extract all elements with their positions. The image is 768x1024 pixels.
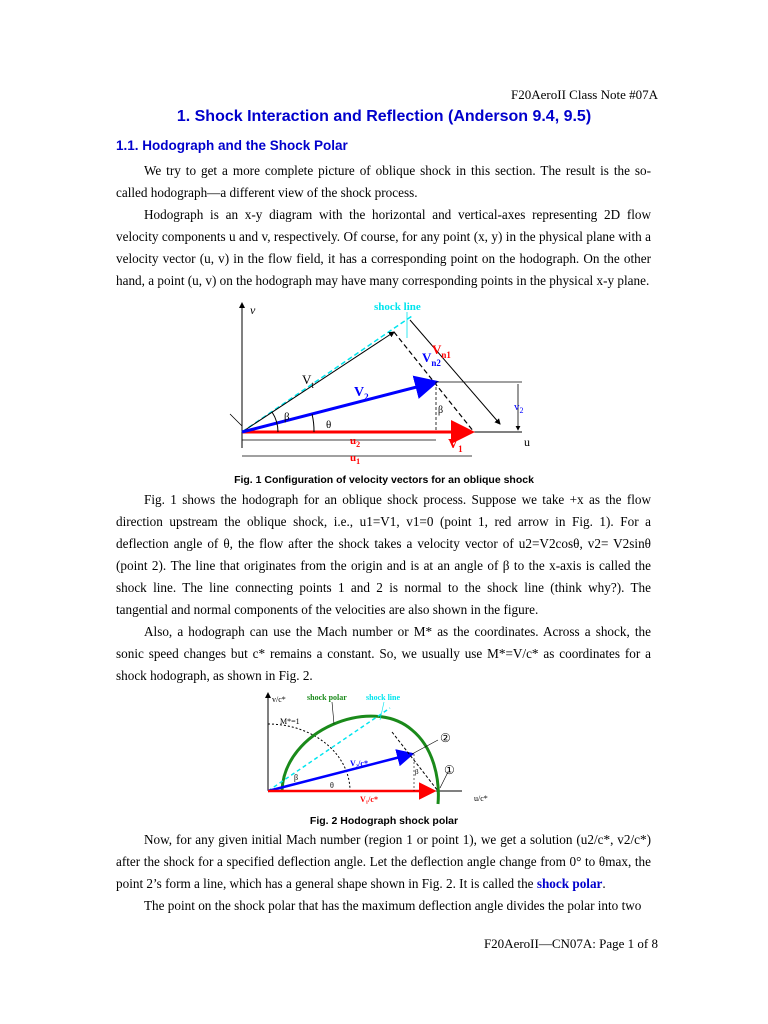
paragraph-1: We try to get a more complete picture of oblique shock in this section. The result is the so-called hodograph—a different view of the shock process.	[116, 163, 651, 200]
fig2-beta2-label: β	[415, 768, 419, 776]
shock-polar-label: shock polar	[307, 693, 347, 702]
paragraph-5: Now, for any given initial Mach number (region 1 or point 1), we get a solution (u2/c*, v2/c*) after the shock for a specified deflection angle. Let the deflection angle change from 0° to θmax, the point 2’s form a line, which has a general shape shown in Fig. 2. It is called the shock polar.	[116, 832, 651, 891]
uc-label: u/c*	[474, 794, 488, 803]
v1c-label: V₁/c*	[360, 795, 378, 804]
shock-line	[242, 316, 412, 432]
subsection-title: 1.1. Hodograph and the Shock Polar	[116, 138, 348, 153]
beta2-label: β	[438, 405, 444, 416]
v2c-label: V₂/c*	[350, 759, 368, 768]
u2-label: $u_2$	[350, 435, 361, 449]
u1-label: $u_1$	[350, 452, 361, 466]
fig2-shock-line-label: shock line	[366, 693, 401, 702]
v2-label: $V_2$	[354, 385, 369, 402]
theta-arc	[312, 414, 314, 432]
v2y-label: $v_2$	[514, 401, 524, 415]
page-header: F20AeroII Class Note #07A	[511, 87, 658, 102]
point-1-marker: ①	[444, 763, 455, 777]
mstar-label: M*=1	[280, 717, 300, 726]
figure-1-hodograph	[222, 298, 542, 468]
theta-label: θ	[326, 419, 332, 431]
vn1-label: $V_{n1}$	[432, 342, 451, 360]
page-footer: F20AeroII—CN07A: Page 1 of 8	[483, 936, 658, 951]
u-axis-label: u	[524, 435, 530, 449]
v2-vector	[242, 382, 436, 432]
paragraph-6: The point on the shock polar that has the maximum deflection angle divides the polar into two	[144, 898, 642, 913]
vt-label: $V_t$	[302, 372, 314, 390]
vt-vector	[242, 332, 394, 432]
v1-label: $V_1$	[448, 437, 463, 454]
v-axis-label: v	[250, 303, 256, 317]
v2c-vector	[268, 754, 412, 791]
section-title: 1. Shock Interaction and Reflection (Anderson 9.4, 9.5)	[176, 108, 592, 125]
fig2-theta-label: θ	[330, 781, 334, 790]
paragraph-2: Hodograph is an x-y diagram with the horizontal and vertical-axes representing 2D flow velocity components u and v, respectively. Of course, for any point (x, y) in the physical plane with a velocity vector (u, v) in the flow field, it has a corresponding point on the hodograph. On the other hand, a point (u, v) on the hodograph may have many corresponding points in the physical x-y plane.	[116, 207, 651, 288]
beta-label: β	[284, 411, 290, 423]
paragraph-3: Fig. 1 shows the hodograph for an oblique shock process. Suppose we take +x as the flow direction upstream the oblique shock, i.e., u1=V1, v1=0 (point 1, red arrow in Fig. 1). For a deflection angle of θ, the flow after the shock takes a velocity vector of u2=V2cosθ, v2= V2sinθ (point 2). The line that originates from the origin and is at an angle of β to the x-axis is called the shock line. The line connecting points 1 and 2 is normal to the shock line (think why?). The tangential and normal components of the velocities are also shown in the figure.	[116, 492, 651, 617]
figure-2-caption: Fig. 2 Hodograph shock polar	[309, 815, 459, 827]
point-2-marker: ②	[440, 731, 451, 745]
shock-line-label: shock line	[374, 301, 421, 313]
figure-1-caption: Fig. 1 Configuration of velocity vectors for an oblique shock	[234, 474, 534, 486]
vc-label: v/c*	[272, 695, 286, 704]
vn2-label: $V_{n2}$	[422, 350, 441, 368]
fig2-beta-label: β	[294, 773, 299, 782]
shock-polar-term: shock polar	[536, 876, 603, 891]
paragraph-4: Also, a hodograph can use the Mach number or M* as the coordinates. Across a shock, the sonic speed changes but c* remains a constant. So, we usually use M*=V/c* as coordinates for a shock hodograph, as shown in Fig. 2.	[116, 624, 651, 683]
figure-2-shock-polar	[262, 690, 502, 808]
